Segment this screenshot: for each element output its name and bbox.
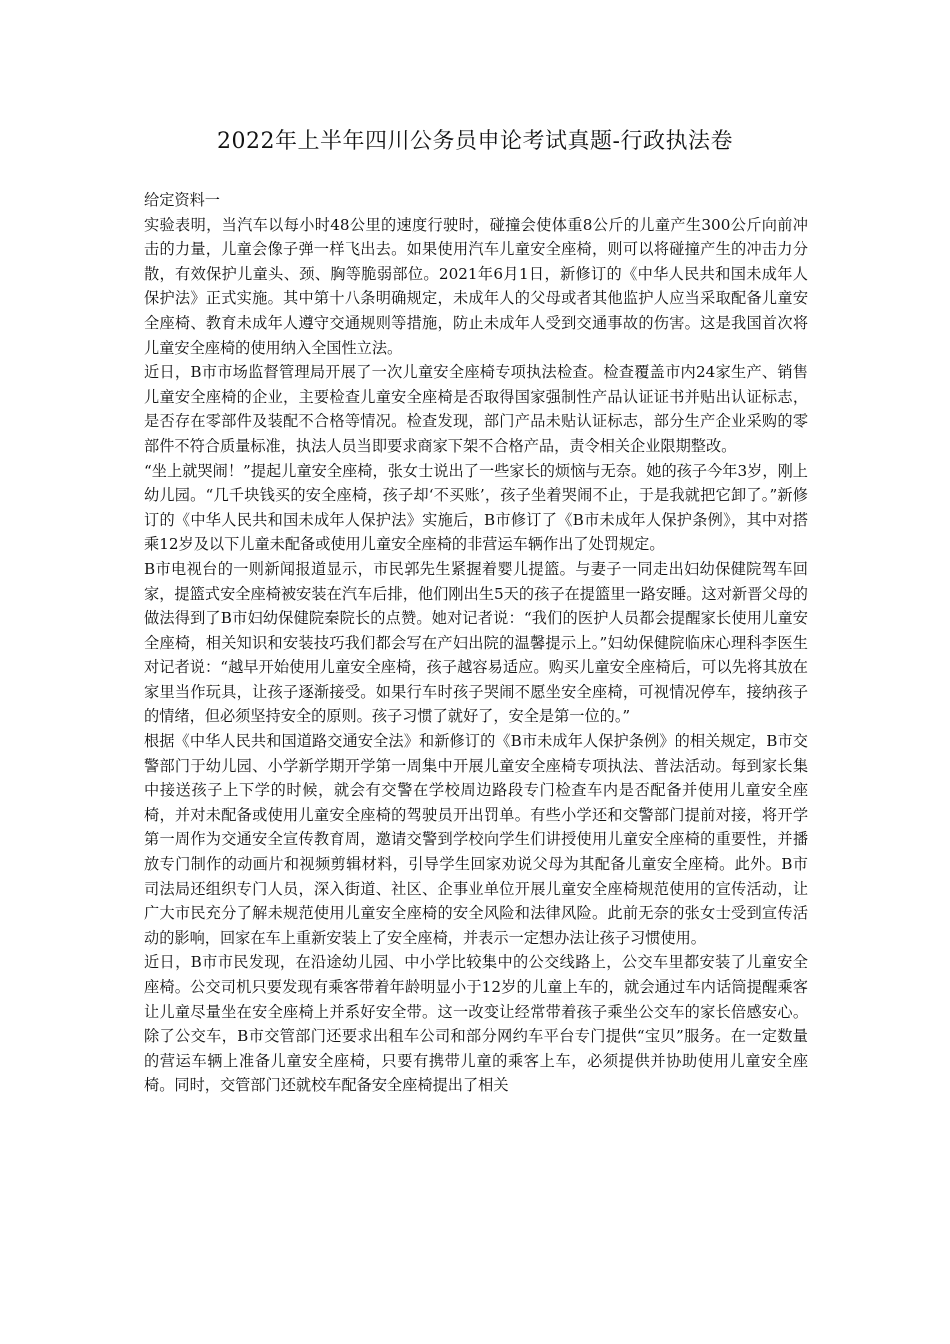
paragraph-6: 近日，B市市民发现，在沿途幼儿园、中小学比较集中的公交线路上，公交车里都安装了儿童安全座椅。公交司机只要发现有乘客带着年龄明显小于12岁的儿童上车的，就会通过车内话筒提醒乘客让儿童尽量坐在安全座椅上并系好安全带。这一改变让经常带着孩子乘坐公交车的家长倍感安心。除了公交车，B市交管部门还要求出租车公司和部分网约车平台专门提供“宝贝”服务。在一定数量的营运车辆上准备儿童安全座椅，只要有携带儿童的乘客上车，必须提供并协助使用儿童安全座椅。同时，交管部门还就校车配备安全座椅提出了相关 [144, 953, 808, 1095]
paragraph-5: 根据《中华人民共和国道路交通安全法》和新修订的《B市未成年人保护条例》的相关规定，B市交警部门于幼儿园、小学新学期开学第一周集中开展儿童安全座椅专项执法、普法活动。每到家长集中接送孩子上下学的时候，就会有交警在学校周边路段专门检查车内是否配备并使用儿童安全座椅，并对未配备或使用儿童安全座椅的驾驶员开出罚单。有些小学还和交警部门提前对接，将开学第一周作为交通安全宣传教育周，邀请交警到学校向学生们讲授使用儿童安全座椅的重要性，并播放专门制作的动画片和视频剪辑材料，引导学生回家劝说父母为其配备儿童安全座椅。此外。B市司法局还组织专门人员，深入街道、社区、企事业单位开展儿童安全座椅规范使用的宣传活动，让广大市民充分了解未规范使用儿童安全座椅的安全风险和法律风险。此前无奈的张女士受到宣传活动的影响，回家在车上重新安装上了安全座椅，并表示一定想办法让孩子习惯使用。 [144, 732, 808, 947]
section-heading: 给定资料一 [144, 191, 220, 209]
paragraph-4: B市电视台的一则新闻报道显示，市民郭先生紧握着婴儿提篮。与妻子一同走出妇幼保健院驾车回家，提篮式安全座椅被安装在汽车后排，他们刚出生5天的孩子在提篮里一路安睡。这对新晋父母的做法得到了B市妇幼保健院秦院长的点赞。她对记者说：“我们的医护人员都会提醒家长使用儿童安全座椅，相关知识和安装技巧我们都会写在产妇出院的温馨提示上。”妇幼保健院临床心理科李医生对记者说：“越早开始使用儿童安全座椅，孩子越容易适应。购买儿童安全座椅后，可以先将其放在家里当作玩具，让孩子逐渐接受。如果行车时孩子哭闹不愿坐安全座椅，可视情况停车，接纳孩子的情绪，但必须坚持安全的原则。孩子习惯了就好了，安全是第一位的。” [144, 559, 808, 726]
paragraph-2: 近日，B市市场监督管理局开展了一次儿童安全座椅专项执法检查。检查覆盖市内24家生产、销售儿童安全座椅的企业，主要检查儿童安全座椅是否取得国家强制性产品认证证书并贴出认证标志，是否存在零部件及装配不合格等情况。检查发现，部门产品未贴认证标志，部分生产企业采购的零部件不符合质量标准，执法人员当即要求商家下架不合格产品，责令相关企业限期整改。 [144, 363, 808, 455]
document-body [144, 188, 808, 1098]
paragraph-1: 实验表明，当汽车以每小时48公里的速度行驶时，碰撞会使体重8公斤的儿童产生300公斤向前冲击的力量，儿童会像子弹一样飞出去。如果使用汽车儿童安全座椅，则可以将碰撞产生的冲击力分散，有效保护儿童头、颈、胸等脆弱部位。2021年6月1日，新修订的《中华人民共和国未成年人保护法》正式实施。其中第十八条明确规定，未成年人的父母或者其他监护人应当采取配备儿童安全座椅、教育未成年人遵守交通规则等措施，防止未成年人受到交通事故的伤害。这是我国首次将儿童安全座椅的使用纳入全国性立法。 [144, 215, 808, 357]
document-title: 2022年上半年四川公务员申论考试真题-行政执法卷 [217, 129, 733, 154]
paragraph-3: “坐上就哭闹！”提起儿童安全座椅，张女士说出了一些家长的烦恼与无奈。她的孩子今年3岁，刚上幼儿园。“几千块钱买的安全座椅，孩子却‘不买账’，孩子坐着哭闹不止，于是我就把它卸了。”新修订的《中华人民共和国未成年人保护法》实施后，B市修订了《B市未成年人保护条例》，其中对搭乘12岁及以下儿童未配备或使用儿童安全座椅的非营运车辆作出了处罚规定。 [144, 461, 808, 554]
